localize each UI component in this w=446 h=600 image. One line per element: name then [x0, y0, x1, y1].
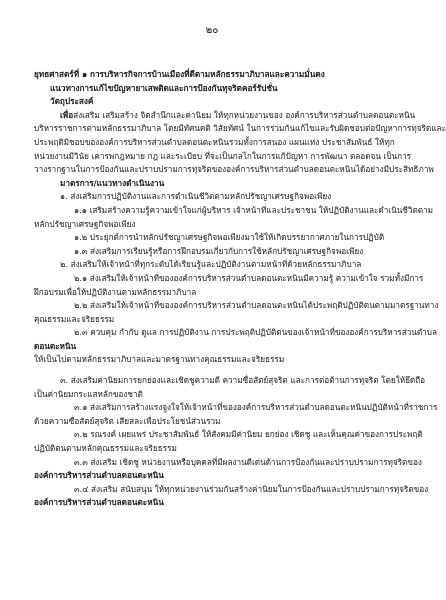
measures-heading: มาตรการ/แนวทางดำเนินงาน — [60, 177, 165, 188]
measure-item: ฝึกอบรมเพื่อให้ปฏิบัติงานตามหลักธรรมาภิบาล — [34, 286, 197, 297]
measure-item: ๓.๑ ส่งเสริมการสร้างแรงจูงใจให้เจ้าหน้าที่ขององค์การบริหารส่วนตำบลดอนตะหนินปฏิบัติหน้าที่ราชการ — [74, 402, 438, 413]
page-number: ๒๐ — [205, 25, 219, 36]
measure-item: ๑.๒ ประยุกต์การนำหลักปรัชญาเศรษฐกิจพอเพียงมาใช้ให้เกิดบรรยากาศภายในการปฏิบัติ — [74, 232, 385, 243]
objective-line: วางรากฐานในการป้องกันและปราบปรามการทุจริตขององค์การบริหารส่วนตำบลดอนตะหนินได้อย่างมีประสิทธิภาพ — [34, 164, 434, 175]
measure-item: ๓.๒ รณรงค์ เผยแพร่ ประชาสัมพันธ์ ให้สังคมมีค่านิยม ยกย่อง เชิดชู และเห็นคุณค่าของการประพฤติ — [74, 429, 423, 440]
objective-lead: เพื่อ — [60, 109, 74, 120]
measure-item: ๒.๓ ควบคุม กำกับ ดูแล การปฏิบัติงาน การประพฤติปฏิบัติตนของเจ้าหน้าที่ขององค์การบริหารส่วนตำบล — [74, 327, 438, 338]
objective-heading: วัตถุประสงค์ — [50, 96, 94, 107]
measure-item: ๒. ส่งเสริมให้เจ้าหน้าที่ทุกระดับได้เรียนรู้และปฏิบัติงานตามหน้าที่ด้วยหลักธรรมาภิบาล — [60, 259, 362, 270]
measure-item: ๑.๓ ส่งเสริมการเรียนรู้หรือการฝึกอบรมเกี่ยวกับการใช้หลักปรัชญาเศรษฐกิจพอเพียง — [74, 245, 364, 256]
strategy-title: ยุทธศาสตร์ที่ ๑ การบริหารกิจการบ้านเมืองที่ดีตามหลักธรรมาภิบาลและความมั่นคง — [34, 69, 325, 79]
objective-line: บริหารราชการตามหลักธรรมาภิบาล โดยมีทัศนคติ วิสัยทัศน์ ในการร่วมกันแก้ไขและรับผิดชอบต่อปัญหาการทุจริตและ — [34, 123, 446, 134]
measure-item: ๓.๔ ส่งเสริม สนับสนุน ให้ทุกหน่วยงานร่วมกันสร้างค่านิยมในการป้องกันและปราบปรามการทุจริตของ — [74, 483, 429, 494]
measure-item: หลักปรัชญาเศรษฐกิจพอเพียง — [34, 218, 136, 229]
measure-item: ๑. ส่งเสริมการปฏิบัติงานและการดำเนินชีวิตตามหลักปรัชญาเศรษฐกิจพอเพียง — [60, 191, 332, 202]
measure-item: ๓.๓ ส่งเสริม เชิดชู หน่วยงานหรือบุคคลที่มีผลงานดีเด่นด้านการป้องกันและปราบปรามการทุจริตของ — [74, 456, 422, 467]
document-body — [34, 68, 446, 510]
measure-item: คุณธรรมและจริยธรรม — [34, 313, 115, 324]
measure-item: ดอนตะหนิน — [34, 340, 77, 351]
objective-line — [34, 109, 416, 123]
objective-line: ประพฤติมิชอบขององค์การบริหารส่วนตำบลดอนตะหนินรวมทั้งการสนอง แผนแห่ง ประชาสัมพันธ์ ให้ทุก — [34, 136, 395, 147]
measure-item: องค์การบริหารส่วนตำบลดอนตะหนิน — [34, 470, 164, 481]
measure-item: ๒.๑ ส่งเสริมให้เจ้าหน้าที่ขององค์การบริหารส่วนตำบลดอนตะหนินมีความรู้ ความเข้าใจ รวมทั้งมีการ — [74, 272, 424, 283]
measure-item: ๑.๑ เสริมสร้างความรู้ความเข้าใจแก่ผู้บริหาร เจ้าหน้าที่และประชาชน ให้ปฏิบัติงานและดำเนินชีวิตตาม — [74, 204, 434, 215]
measure-item: ๓. ส่งเสริมค่านิยมการยกย่องและเชิดชูความดี ความซื่อสัตย์สุจริต และการต่อต้านการทุจริต โดยให้ยึดถือ — [60, 375, 426, 386]
measure-item: องค์การบริหารส่วนตำบลดอนตะหนิน — [34, 497, 164, 508]
measure-item: ปฏิบัติตนตามหลักคุณธรรมและจริยธรรม — [34, 443, 177, 454]
measure-item: ให้เป็นไปตามหลักธรรมาภิบาลและมาตรฐานทางคุณธรรมและจริยธรรม — [34, 354, 285, 365]
measure-item: ด้วยความซื่อสัตย์สุจริต เสียสละเพื่อประโยชน์ส่วนรวม — [34, 415, 221, 426]
measure-item: เป็นค่านิยมกระแสหลักของชาติ — [34, 388, 143, 399]
objective-line-text: ส่งเสริม เสริมสร้าง จิตสำนึกและค่านิยม ให้ทุกหน่วยงานของ องค์การบริหารส่วนตำบลดอนตะหนิน — [73, 109, 416, 120]
strategy-subtitle: แนวทางการแก้ไขปัญหายาเสพติดและการป้องกันทุจริตคอร์รัปชั่น — [50, 82, 278, 93]
objective-line: หน่วยงานมีวินัย เคารพกฎหมาย กฎ และระเบียบ ที่จะเป็นกลไกในการแก้ปัญหา การพัฒนา ตลอดจน เป็นการ — [34, 150, 412, 161]
measure-item: ๒.๒ ส่งเสริมให้เจ้าหน้าที่ขององค์การบริหารส่วนตำบลดอนตะหนินได้ประพฤติปฏิบัติตนตามมาตรฐานทาง — [74, 300, 439, 311]
